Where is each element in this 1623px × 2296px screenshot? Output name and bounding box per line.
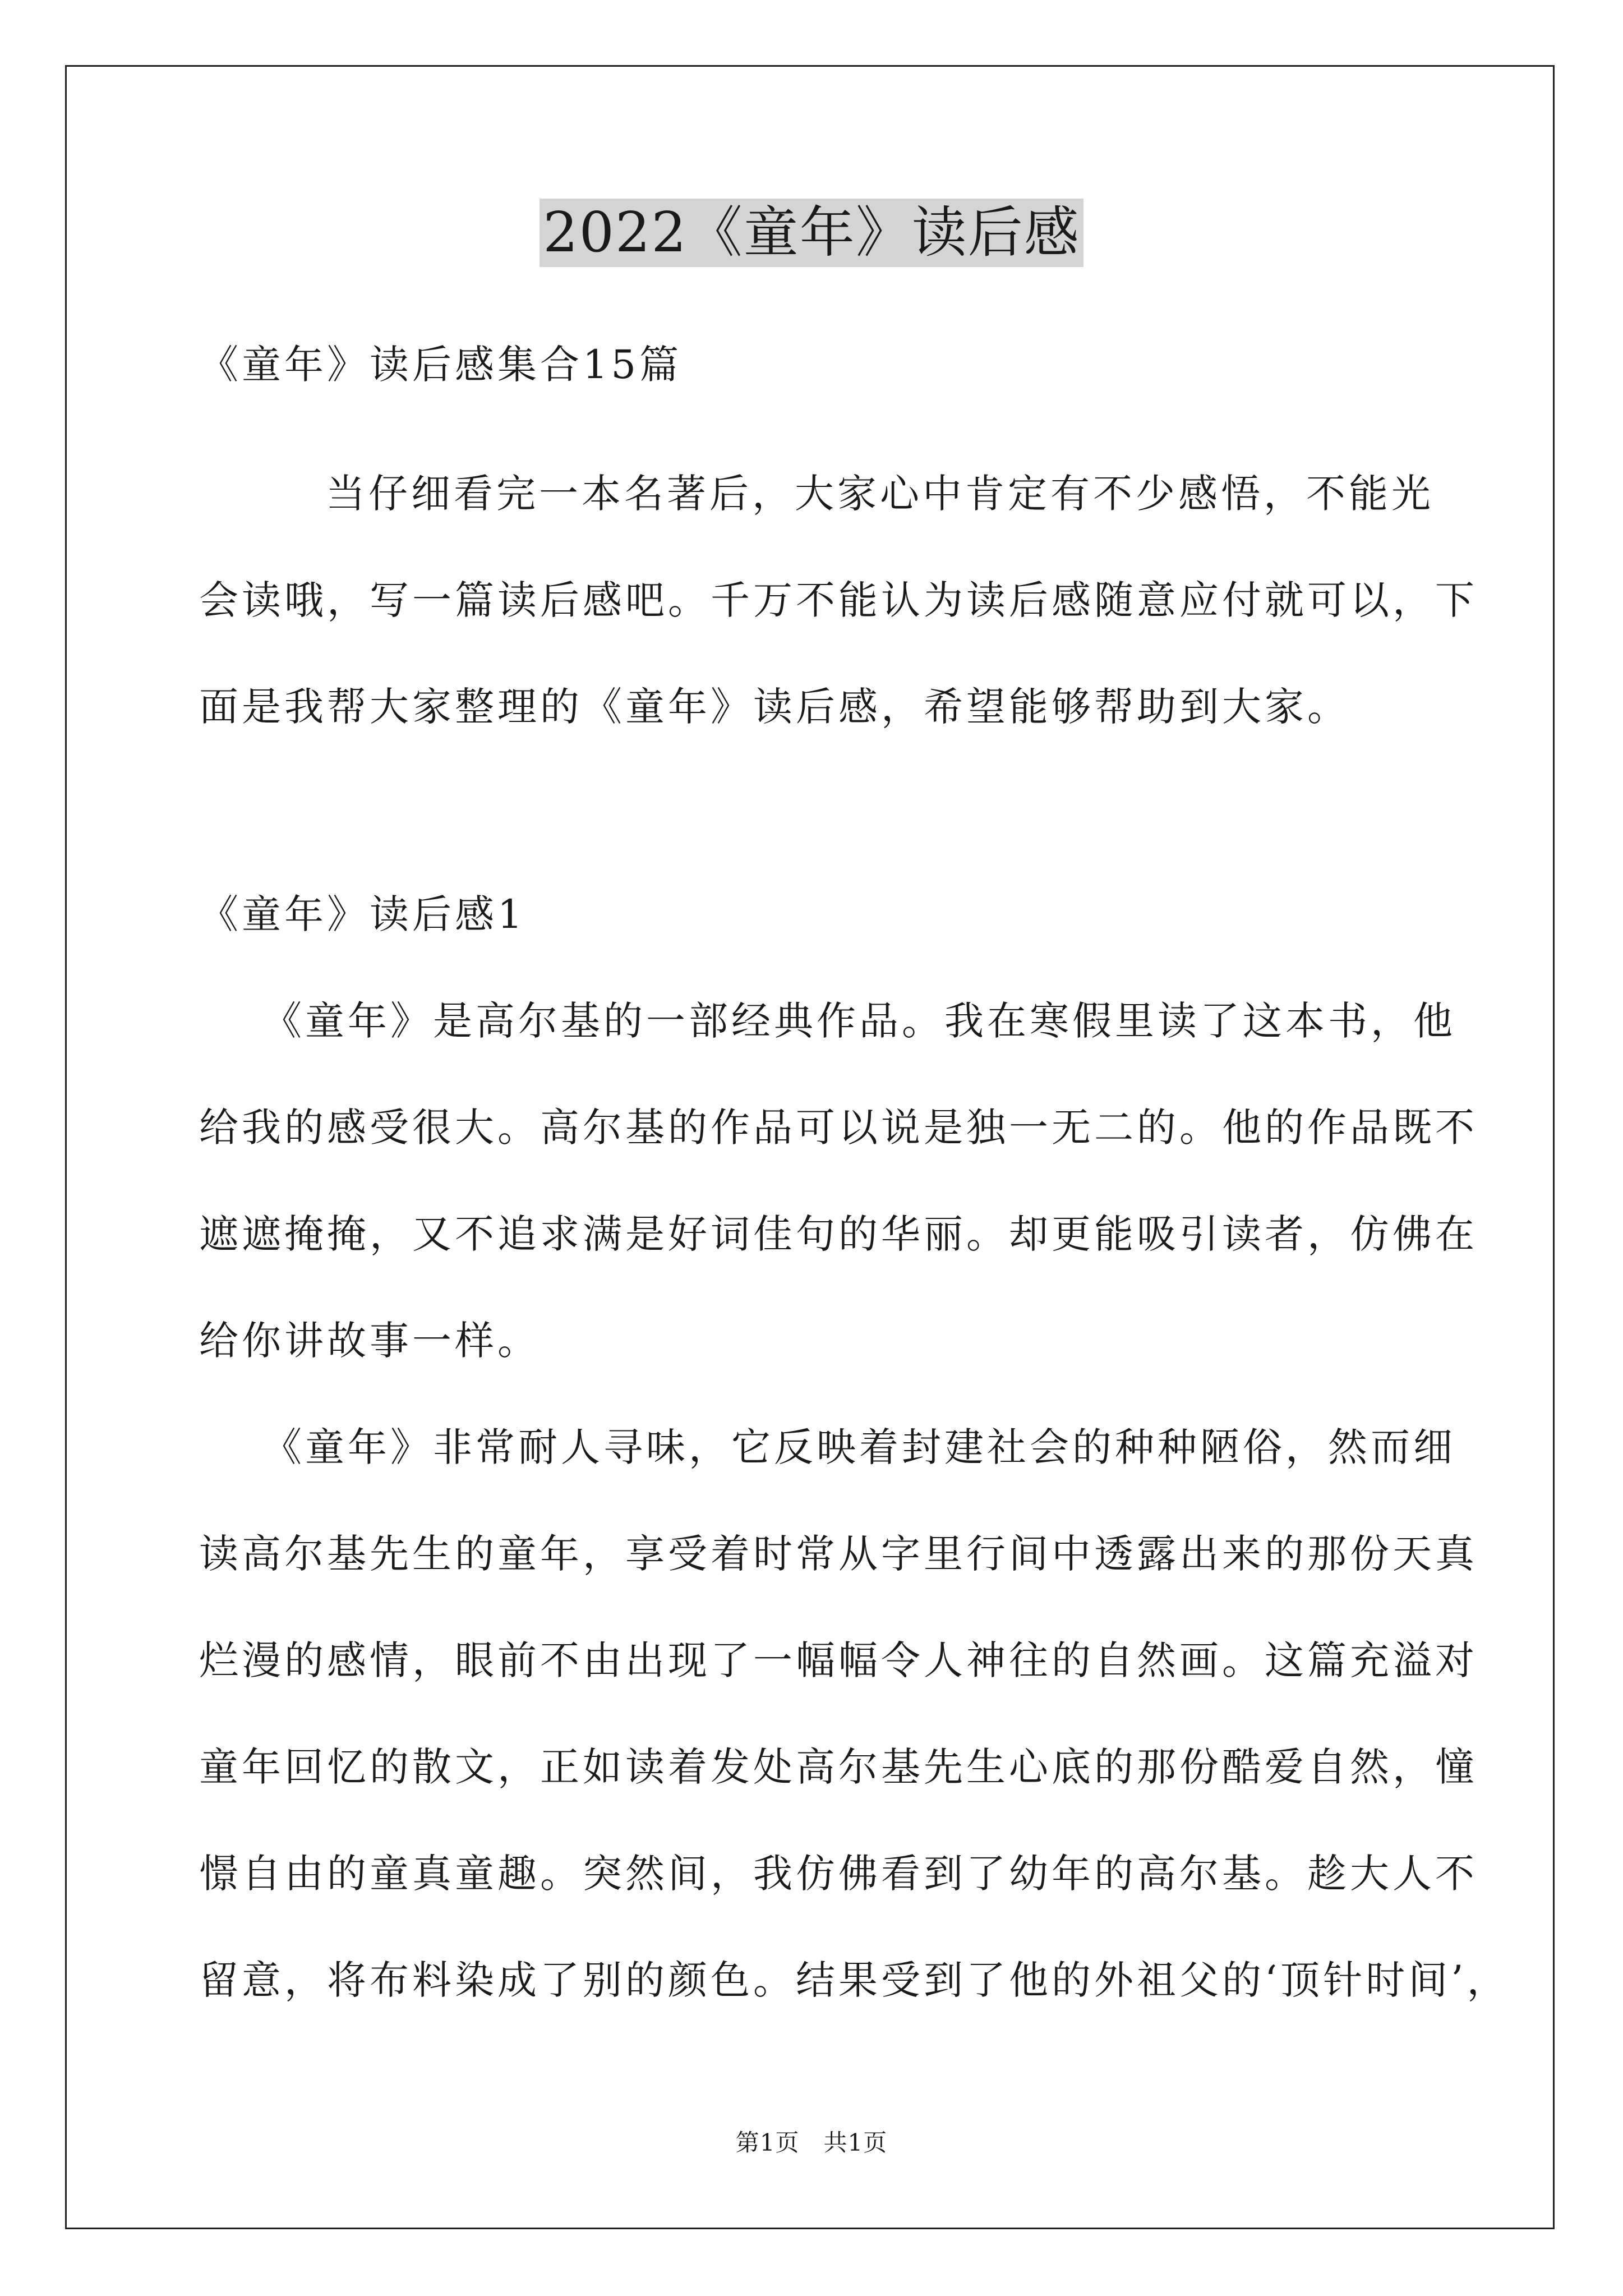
section-heading-block bbox=[199, 861, 1433, 968]
document-title bbox=[0, 191, 1623, 275]
document-subtitle: 《童年》读后感集合15篇 bbox=[199, 342, 683, 388]
intro-line: 当仔细看完一本名著后，大家心中肯定有不少感悟，不能光 bbox=[199, 471, 1435, 517]
intro-line: 面是我帮大家整理的《童年》读后感，希望能够帮助到大家。 bbox=[199, 684, 1350, 730]
document-subtitle-block bbox=[199, 311, 1433, 418]
body-paragraph-1 bbox=[199, 968, 1478, 1394]
intro-line: 会读哦，写一篇读后感吧。千万不能认为读后感随意应付就可以，下 bbox=[199, 577, 1478, 623]
paragraph-line: 给你讲故事一样。 bbox=[199, 1318, 540, 1364]
paragraph-line: 给我的感受很大。高尔基的作品可以说是独一无二的。他的作品既不 bbox=[199, 1105, 1478, 1151]
body-paragraph-2 bbox=[199, 1394, 1510, 2033]
intro-paragraph bbox=[199, 440, 1478, 760]
page-footer: 第1页 共1页 bbox=[735, 2129, 888, 2156]
paragraph-line: 憬自由的童真童趣。突然间，我仿佛看到了幼年的高尔基。趁大人不 bbox=[199, 1851, 1478, 1897]
section-heading: 《童年》读后感1 bbox=[199, 891, 526, 937]
paragraph-line: 《童年》非常耐人寻味，它反映着封建社会的种种陋俗，然而细 bbox=[199, 1424, 1456, 1470]
paragraph-line: 留意，将布料染成了别的颜色。结果受到了他的外祖父的‘顶针时间’， bbox=[199, 1957, 1510, 2003]
paragraph-line: 遮遮掩掩，又不追求满是好词佳句的华丽。却更能吸引读者，仿佛在 bbox=[199, 1211, 1478, 1257]
paragraph-line: 读高尔基先生的童年，享受着时常从字里行间中透露出来的那份天真 bbox=[199, 1531, 1478, 1577]
paragraph-line: 童年回忆的散文，正如读着发处高尔基先生心底的那份酷爱自然，憧 bbox=[199, 1744, 1478, 1790]
document-title-text: 2022《童年》读后感 bbox=[540, 199, 1083, 267]
paragraph-line: 《童年》是高尔基的一部经典作品。我在寒假里读了这本书，他 bbox=[199, 998, 1456, 1044]
paragraph-line: 烂漫的感情，眼前不由出现了一幅幅令人神往的自然画。这篇充溢对 bbox=[199, 1637, 1478, 1683]
